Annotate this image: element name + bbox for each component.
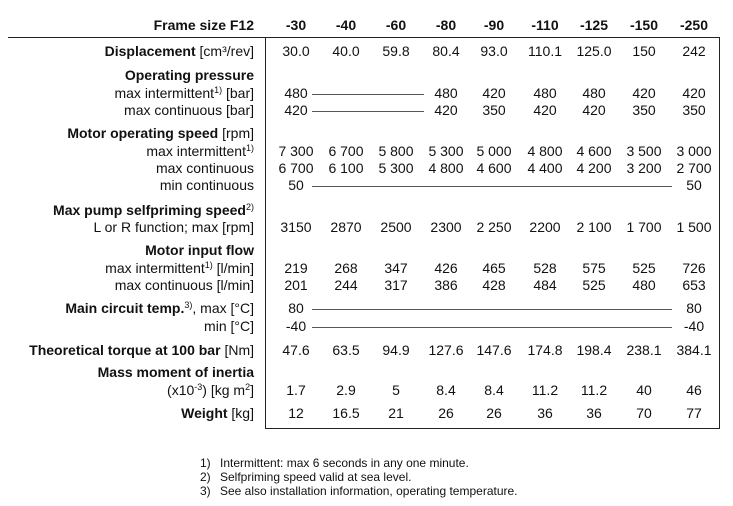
value-cell: 350 bbox=[482, 102, 506, 118]
value-cell: 7 300 bbox=[278, 143, 314, 159]
value-cell: 12 bbox=[288, 405, 304, 421]
value-cell: 420 bbox=[682, 85, 706, 101]
value-cell: 36 bbox=[537, 405, 553, 421]
same-value-line bbox=[312, 309, 672, 310]
value-cell: 21 bbox=[388, 405, 404, 421]
value-cell: 2 700 bbox=[676, 160, 712, 176]
value-cell: 480 bbox=[632, 277, 656, 293]
value-cell: 46 bbox=[686, 382, 702, 398]
torque-label: Theoretical torque at 100 bar [Nm] bbox=[29, 342, 254, 358]
value-cell: 110.1 bbox=[528, 43, 562, 59]
value-cell: 6 700 bbox=[278, 160, 314, 176]
footnotes bbox=[200, 456, 518, 498]
op-max-continuous-label: max continuous [bar] bbox=[124, 102, 254, 118]
column-header: -40 bbox=[335, 17, 357, 33]
column-header: -60 bbox=[385, 17, 407, 33]
motor-speed-heading: Motor operating speed [rpm] bbox=[67, 125, 254, 141]
ms-max-intermittent-label: max intermittent$^{1)}$ bbox=[146, 143, 254, 159]
value-cell: 219 bbox=[284, 260, 308, 276]
value-cell: 480 bbox=[434, 85, 458, 101]
value-cell: 80 bbox=[686, 300, 702, 316]
value-cell: 480 bbox=[284, 85, 308, 101]
temp-min-label: min [°C] bbox=[204, 318, 254, 334]
value-cell: 5 300 bbox=[378, 160, 414, 176]
value-cell: 386 bbox=[434, 277, 458, 293]
value-cell: 525 bbox=[582, 277, 606, 293]
ms-max-continuous-label: max continuous bbox=[155, 160, 254, 176]
value-cell: 30.0 bbox=[282, 43, 310, 59]
value-cell: 40 bbox=[636, 382, 652, 398]
value-cell: 26 bbox=[486, 405, 502, 421]
value-cell: 347 bbox=[384, 260, 408, 276]
value-cell: 420 bbox=[482, 85, 506, 101]
value-cell: 201 bbox=[284, 277, 308, 293]
value-cell: 50 bbox=[686, 177, 702, 193]
column-header: -125 bbox=[579, 17, 609, 33]
value-cell: 528 bbox=[533, 260, 557, 276]
op-max-intermittent-label: max intermittent$^{1)}$ [bar] bbox=[114, 85, 254, 101]
column-header: -30 bbox=[285, 17, 307, 33]
value-cell: 40.0 bbox=[332, 43, 360, 59]
value-cell: 198.4 bbox=[576, 342, 612, 358]
value-cell: 480 bbox=[582, 85, 606, 101]
same-value-line bbox=[312, 94, 424, 95]
value-cell: 420 bbox=[284, 102, 308, 118]
main-circuit-temp-max-label: Main circuit temp.$^{3)}$, max [°C] bbox=[65, 300, 254, 316]
value-cell: 4 200 bbox=[576, 160, 612, 176]
frame-size-label: Frame size F12 bbox=[153, 17, 254, 33]
value-cell: 3150 bbox=[280, 219, 312, 235]
value-cell: 16.5 bbox=[332, 405, 360, 421]
value-cell: 350 bbox=[632, 102, 656, 118]
value-cell: 26 bbox=[438, 405, 454, 421]
value-cell: 2870 bbox=[330, 219, 362, 235]
mf-max-continuous-label: max continuous [l/min] bbox=[114, 277, 254, 293]
value-cell: 94.9 bbox=[382, 342, 410, 358]
value-cell: 420 bbox=[582, 102, 606, 118]
value-cell: 2500 bbox=[380, 219, 412, 235]
value-cell: 127.6 bbox=[428, 342, 464, 358]
value-cell: 3 000 bbox=[676, 143, 712, 159]
footnote-1: 1) Intermittent: max 6 seconds in any one minute. bbox=[200, 456, 469, 470]
value-cell: 726 bbox=[682, 260, 706, 276]
value-cell: 8.4 bbox=[436, 382, 456, 398]
value-cell: 63.5 bbox=[332, 342, 360, 358]
ms-min-continuous-label: min continuous bbox=[159, 177, 254, 193]
value-cell: 59.8 bbox=[382, 43, 410, 59]
value-cell: -40 bbox=[285, 318, 307, 334]
value-cell: 4 600 bbox=[576, 143, 612, 159]
value-cell: 2 100 bbox=[576, 219, 612, 235]
footnote-2: 2) Selfpriming speed valid at sea level. bbox=[200, 470, 412, 484]
value-cell: 147.6 bbox=[476, 342, 512, 358]
value-cell: 2.9 bbox=[336, 382, 356, 398]
value-cell: 525 bbox=[632, 260, 656, 276]
value-cell: 420 bbox=[434, 102, 458, 118]
motor-input-flow-heading: Motor input flow bbox=[145, 242, 254, 258]
value-cell: 80.4 bbox=[432, 43, 460, 59]
value-cell: 242 bbox=[682, 43, 706, 59]
same-value-line bbox=[312, 186, 672, 187]
value-cell: 653 bbox=[682, 277, 706, 293]
value-cell: 5 300 bbox=[428, 143, 464, 159]
column-header: -90 bbox=[483, 17, 505, 33]
value-cell: 150 bbox=[632, 43, 656, 59]
value-cell: 4 600 bbox=[476, 160, 512, 176]
value-cell: 2300 bbox=[430, 219, 462, 235]
value-cell: 465 bbox=[482, 260, 506, 276]
same-value-line bbox=[312, 327, 672, 328]
value-cell: 420 bbox=[533, 102, 557, 118]
value-cell: 2 250 bbox=[476, 219, 512, 235]
column-header: -110 bbox=[531, 17, 559, 33]
value-cell: 4 800 bbox=[527, 143, 563, 159]
column-header: -250 bbox=[679, 17, 709, 33]
value-cell: 8.4 bbox=[484, 382, 504, 398]
value-cell: 80 bbox=[288, 300, 304, 316]
value-cell: 384.1 bbox=[676, 342, 712, 358]
value-cell: 350 bbox=[682, 102, 706, 118]
inertia-unit-label: $(x10^{-3})$ [kg $m^2$] bbox=[167, 382, 254, 398]
same-value-line bbox=[312, 111, 424, 112]
value-cell: 238.1 bbox=[626, 342, 662, 358]
value-cell: 93.0 bbox=[480, 43, 508, 59]
inertia-heading: Mass moment of inertia bbox=[97, 364, 254, 380]
weight-label: Weight [kg] bbox=[181, 405, 254, 421]
value-cell: 70 bbox=[636, 405, 652, 421]
operating-pressure-heading: Operating pressure bbox=[124, 67, 254, 83]
pump-selfpriming-heading: Max pump selfpriming speed$^{2)}$ bbox=[53, 202, 254, 218]
value-cell: 480 bbox=[533, 85, 557, 101]
value-cell: 6 700 bbox=[328, 143, 364, 159]
column-header: -80 bbox=[435, 17, 457, 33]
value-cell: 3 500 bbox=[626, 143, 662, 159]
value-cell: 317 bbox=[384, 277, 408, 293]
value-cell: 6 100 bbox=[328, 160, 364, 176]
value-cell: 5 000 bbox=[476, 143, 512, 159]
value-cell: 426 bbox=[434, 260, 458, 276]
value-cell: 1 700 bbox=[626, 219, 662, 235]
value-cell: 4 400 bbox=[527, 160, 563, 176]
value-cell: -40 bbox=[683, 318, 705, 334]
value-cell: 244 bbox=[334, 277, 358, 293]
value-cell: 4 800 bbox=[428, 160, 464, 176]
displacement-label: Displacement [cm³/rev] bbox=[104, 43, 254, 59]
value-cell: 428 bbox=[482, 277, 506, 293]
value-cell: 484 bbox=[533, 277, 557, 293]
value-cell: 2200 bbox=[529, 219, 561, 235]
value-cell: 5 800 bbox=[378, 143, 414, 159]
value-cell: 125.0 bbox=[576, 43, 612, 59]
pump-function-label: L or R function; max [rpm] bbox=[93, 219, 254, 235]
column-header: -150 bbox=[629, 17, 659, 33]
value-cell: 11.2 bbox=[531, 382, 559, 398]
mf-max-intermittent-label: max intermittent$^{1)}$ [l/min] bbox=[105, 260, 254, 276]
footnote-3: 3) See also installation information, operating temperature. bbox=[200, 484, 518, 498]
value-cell: 1 500 bbox=[676, 219, 712, 235]
value-cell: 420 bbox=[632, 85, 656, 101]
value-cell: 77 bbox=[686, 405, 702, 421]
value-cell: 50 bbox=[288, 177, 304, 193]
value-cell: 3 200 bbox=[626, 160, 662, 176]
value-cell: 174.8 bbox=[527, 342, 563, 358]
value-cell: 5 bbox=[392, 382, 400, 398]
value-cell: 1.7 bbox=[286, 382, 306, 398]
value-cell: 36 bbox=[586, 405, 602, 421]
value-cell: 268 bbox=[334, 260, 358, 276]
header-rule bbox=[8, 37, 268, 38]
value-cell: 575 bbox=[582, 260, 606, 276]
value-cell: 11.2 bbox=[580, 382, 608, 398]
value-cell: 47.6 bbox=[282, 342, 310, 358]
